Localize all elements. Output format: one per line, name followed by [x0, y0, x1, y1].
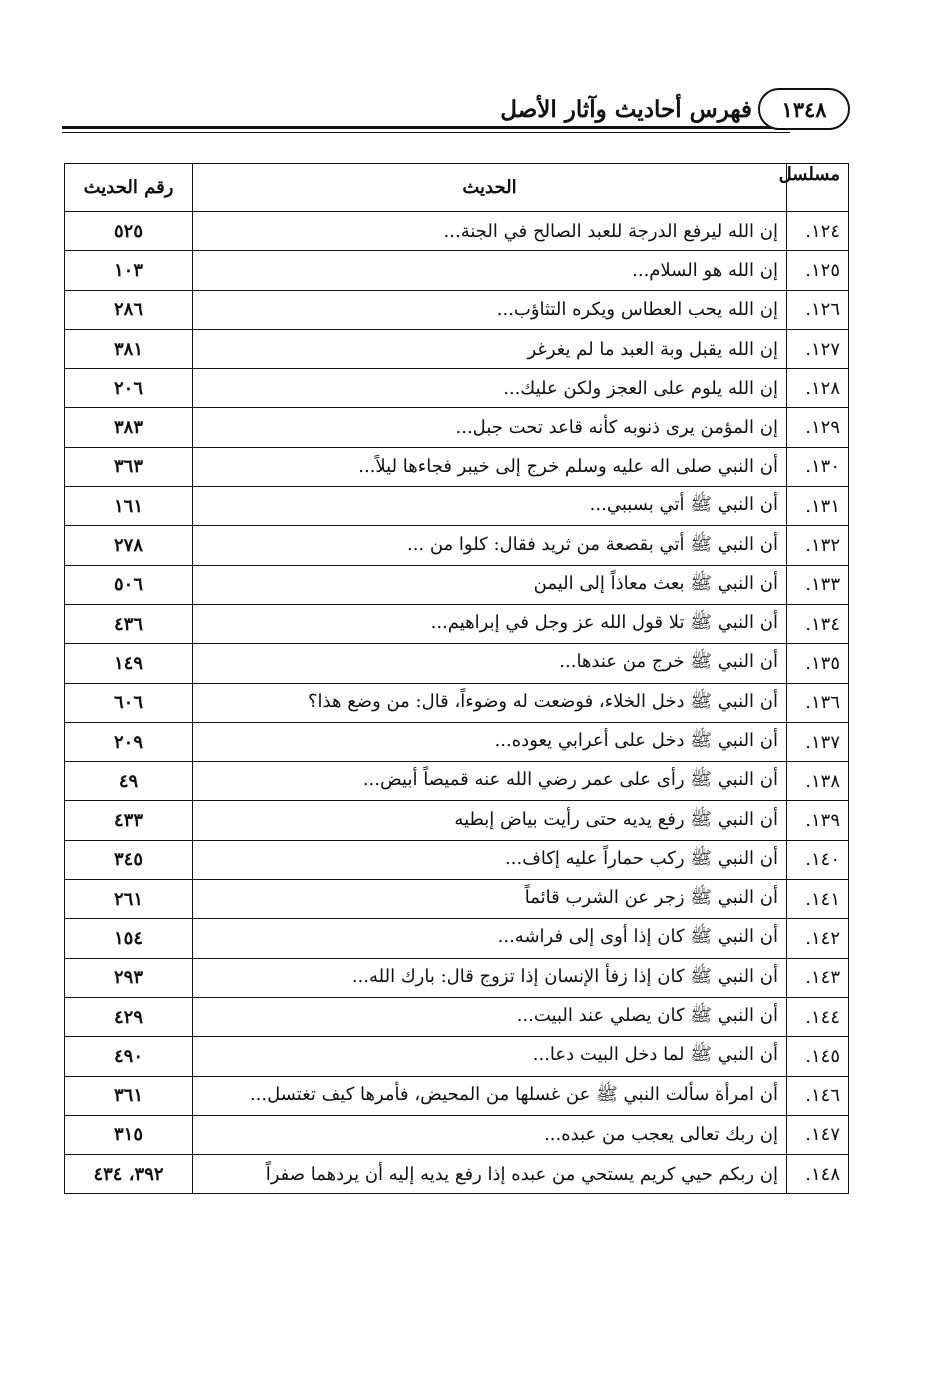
row-serial: ١٣٨. — [787, 762, 849, 801]
table-row — [65, 251, 849, 290]
table-row — [65, 290, 849, 329]
row-hadith-number: ٢٩٣ — [65, 958, 193, 997]
table-row — [65, 604, 849, 643]
table-row — [65, 840, 849, 879]
column-header-hadith: الحديث — [193, 164, 787, 212]
row-serial: ١٣٠. — [787, 447, 849, 486]
row-hadith-number: ١٦١ — [65, 487, 193, 526]
table-row — [65, 919, 849, 958]
row-hadith-number: ٦٠٦ — [65, 683, 193, 722]
row-hadith-number: ٢٦١ — [65, 880, 193, 919]
row-hadith-text: إن الله هو السلام... — [193, 251, 787, 290]
row-hadith-number: ٣٨٣ — [65, 408, 193, 447]
row-serial: ١٤١. — [787, 880, 849, 919]
row-hadith-number: ٤٩٠ — [65, 1037, 193, 1076]
row-hadith-number: ٢٠٩ — [65, 722, 193, 761]
row-hadith-number: ٣٨١ — [65, 329, 193, 368]
table-row — [65, 369, 849, 408]
table-row — [65, 1076, 849, 1115]
row-hadith-number: ٢٠٦ — [65, 369, 193, 408]
row-hadith-text: أن النبي ﷺ دخل على أعرابي يعوده... — [193, 722, 787, 761]
row-hadith-text: أن النبي ﷺ كان إذا أوى إلى فراشه... — [193, 919, 787, 958]
row-hadith-number: ٤٢٩ — [65, 997, 193, 1036]
row-hadith-number: ١٠٣ — [65, 251, 193, 290]
row-hadith-text: أن النبي ﷺ رفع يديه حتى رأيت بياض إبطيه — [193, 801, 787, 840]
row-hadith-number: ٣٦٣ — [65, 447, 193, 486]
column-header-serial: مسلسل — [787, 164, 849, 212]
row-hadith-text: أن النبي ﷺ رأى على عمر رضي الله عنه قميصاً أبيض... — [193, 762, 787, 801]
row-hadith-text: إن الله ليرفع الدرجة للعبد الصالح في الجنة... — [193, 212, 787, 251]
row-serial: ١٤٠. — [787, 840, 849, 879]
table-row — [65, 329, 849, 368]
page-header — [62, 88, 850, 140]
table-row — [65, 997, 849, 1036]
table-row — [65, 1037, 849, 1076]
row-serial: ١٤٨. — [787, 1155, 849, 1194]
row-hadith-text: أن النبي ﷺ كان إذا زفأ الإنسان إذا تزوج قال: بارك الله... — [193, 958, 787, 997]
row-serial: ١٢٦. — [787, 290, 849, 329]
table-row — [65, 212, 849, 251]
row-serial: ١٢٩. — [787, 408, 849, 447]
header-rule-thin — [62, 132, 790, 133]
table-row — [65, 1115, 849, 1154]
row-hadith-number: ٣٩٢، ٤٣٤ — [65, 1155, 193, 1194]
row-serial: ١٤٧. — [787, 1115, 849, 1154]
row-serial: ١٢٥. — [787, 251, 849, 290]
row-serial: ١٣٣. — [787, 565, 849, 604]
row-hadith-text: إن الله يقبل وبة العبد ما لم يغرغر — [193, 329, 787, 368]
row-hadith-text: إن ربك تعالى يعجب من عبده... — [193, 1115, 787, 1154]
table-row — [65, 644, 849, 683]
row-serial: ١٤٣. — [787, 958, 849, 997]
table-row — [65, 958, 849, 997]
row-hadith-text: أن النبي ﷺ كان يصلي عند البيت... — [193, 997, 787, 1036]
row-hadith-number: ٥٠٦ — [65, 565, 193, 604]
row-hadith-text: إن المؤمن يرى ذنوبه كأنه قاعد تحت جبل... — [193, 408, 787, 447]
row-hadith-number: ٤٣٦ — [65, 604, 193, 643]
table-row — [65, 1155, 849, 1194]
table-row — [65, 408, 849, 447]
page-title: فهرس أحاديث وآثار الأصل — [500, 96, 752, 123]
row-hadith-text: أن النبي ﷺ أتي بسببي... — [193, 487, 787, 526]
row-serial: ١٢٨. — [787, 369, 849, 408]
row-serial: ١٣٤. — [787, 604, 849, 643]
row-serial: ١٢٤. — [787, 212, 849, 251]
row-hadith-number: ٢٧٨ — [65, 526, 193, 565]
table-row — [65, 801, 849, 840]
row-serial: ١٣٥. — [787, 644, 849, 683]
row-hadith-number: ٤٣٣ — [65, 801, 193, 840]
page-number-badge: ١٣٤٨ — [758, 88, 850, 130]
row-hadith-text: أن النبي ﷺ ركب حماراً عليه إكاف... — [193, 840, 787, 879]
row-hadith-number: ١٥٤ — [65, 919, 193, 958]
row-hadith-number: ٣٦١ — [65, 1076, 193, 1115]
row-hadith-number: ٣١٥ — [65, 1115, 193, 1154]
table-row — [65, 880, 849, 919]
table-row — [65, 526, 849, 565]
row-hadith-text: أن النبي ﷺ دخل الخلاء، فوضعت له وضوءاً، قال: من وضع هذا؟ — [193, 683, 787, 722]
row-hadith-number: ١٤٩ — [65, 644, 193, 683]
row-serial: ١٣٩. — [787, 801, 849, 840]
row-serial: ١٤٢. — [787, 919, 849, 958]
row-hadith-text: إن الله يحب العطاس ويكره التثاؤب... — [193, 290, 787, 329]
row-hadith-number: ٢٨٦ — [65, 290, 193, 329]
row-serial: ١٤٦. — [787, 1076, 849, 1115]
row-hadith-number: ٣٤٥ — [65, 840, 193, 879]
row-hadith-text: أن امرأة سألت النبي ﷺ عن غسلها من المحيض، فأمرها كيف تغتسل... — [193, 1076, 787, 1115]
row-serial: ١٣٦. — [787, 683, 849, 722]
row-hadith-text: أن النبي ﷺ بعث معاذاً إلى اليمن — [193, 565, 787, 604]
table-row — [65, 762, 849, 801]
row-serial: ١٤٤. — [787, 997, 849, 1036]
table-row — [65, 565, 849, 604]
header-rule — [62, 126, 790, 129]
row-hadith-text: أن النبي ﷺ أتي بقصعة من ثريد فقال: كلوا من ... — [193, 526, 787, 565]
row-hadith-number: ٤٩ — [65, 762, 193, 801]
row-hadith-text: أن النبي صلى اله عليه وسلم خرج إلى خيبر فجاءها ليلاً... — [193, 447, 787, 486]
row-serial: ١٣٧. — [787, 722, 849, 761]
table-row — [65, 722, 849, 761]
row-serial: ١٤٥. — [787, 1037, 849, 1076]
row-serial: ١٢٧. — [787, 329, 849, 368]
row-serial: ١٣١. — [787, 487, 849, 526]
row-hadith-text: إن الله يلوم على العجز ولكن عليك... — [193, 369, 787, 408]
hadith-index-table — [64, 163, 849, 1194]
row-hadith-text: أن النبي ﷺ خرج من عندها... — [193, 644, 787, 683]
row-serial: ١٣٢. — [787, 526, 849, 565]
table-body — [65, 212, 849, 1194]
row-hadith-text: أن النبي ﷺ لما دخل البيت دعا... — [193, 1037, 787, 1076]
column-header-number: رقم الحديث — [65, 164, 193, 212]
row-hadith-text: أن النبي ﷺ تلا قول الله عز وجل في إبراهيم... — [193, 604, 787, 643]
row-hadith-text: إن ربكم حيي كريم يستحي من عبده إذا رفع يديه إليه أن يردهما صفراً — [193, 1155, 787, 1194]
table-header-row — [65, 164, 849, 212]
row-hadith-text: أن النبي ﷺ زجر عن الشرب قائماً — [193, 880, 787, 919]
table-row — [65, 683, 849, 722]
table-row — [65, 447, 849, 486]
row-hadith-number: ٥٢٥ — [65, 212, 193, 251]
table-row — [65, 487, 849, 526]
